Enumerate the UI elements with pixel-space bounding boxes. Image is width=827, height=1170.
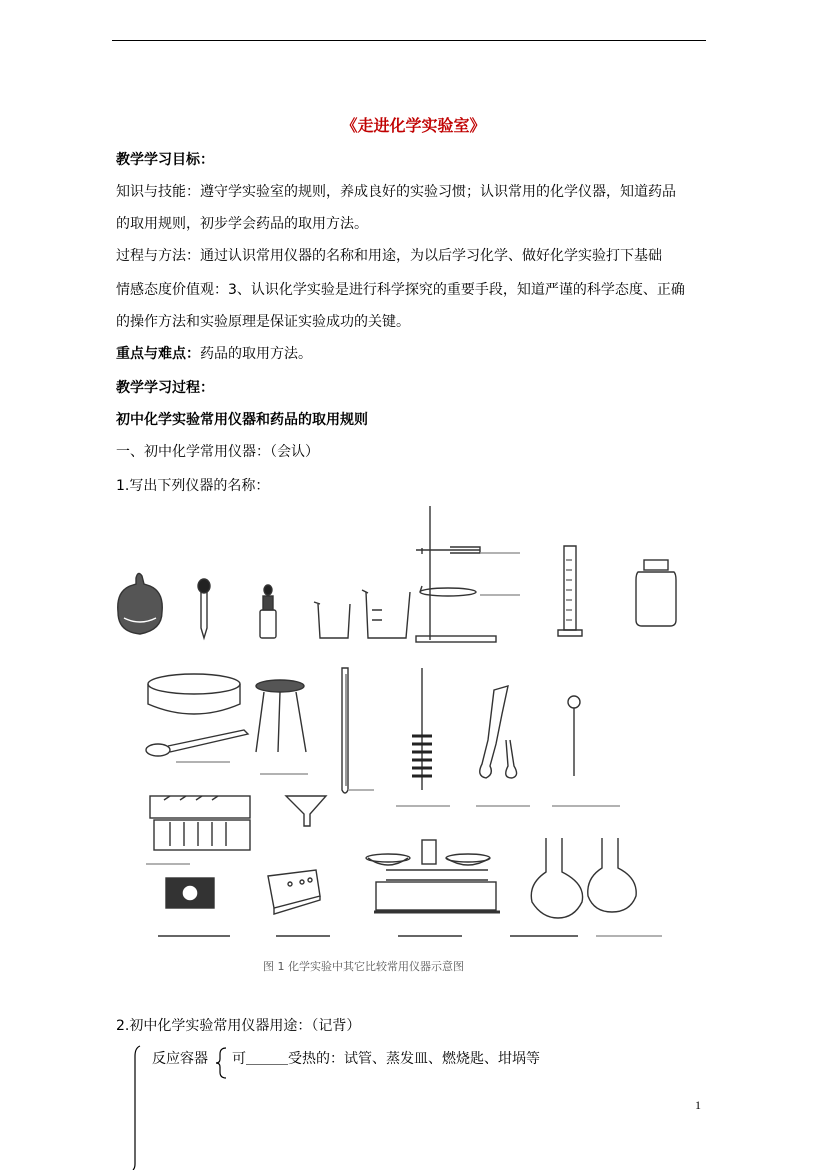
test-tube-rack-icon bbox=[146, 796, 250, 864]
flat-bottom-flask-icon bbox=[588, 838, 662, 936]
objectives-heading: 教学学习目标： bbox=[116, 152, 214, 168]
instrument-figure bbox=[110, 500, 710, 980]
heatable-instruments: 可＿＿＿受热的：试管、蒸发皿、燃烧匙、坩埚等 bbox=[232, 1051, 540, 1067]
graduated-cylinder-icon bbox=[558, 546, 582, 636]
evaporating-dish-icon bbox=[148, 674, 240, 714]
process-line bbox=[116, 246, 662, 266]
iron-stand-icon bbox=[416, 506, 520, 642]
knowledge-label: 知识与技能： bbox=[116, 184, 200, 200]
test-tube-brush-icon bbox=[396, 668, 450, 806]
round-bottom-flask-icon bbox=[510, 838, 583, 936]
small-beaker-icon bbox=[314, 602, 350, 638]
focus-label: 重点与难点： bbox=[116, 346, 200, 362]
process-label: 过程与方法： bbox=[116, 248, 200, 264]
knowledge-line-2: 的取用规则，初步学会药品的取用方法。 bbox=[116, 216, 368, 232]
inner-brace bbox=[214, 1046, 228, 1080]
beaker-icon bbox=[362, 590, 410, 638]
focus-line bbox=[116, 344, 312, 364]
combustion-spoon-long-icon bbox=[552, 696, 620, 806]
crucible-tongs-icon bbox=[476, 686, 530, 806]
dropper-icon bbox=[198, 579, 210, 638]
figure-caption: 图 1 化学实验中其它比较常用仪器示意图 bbox=[263, 960, 464, 973]
section-heading: 初中化学实验常用仪器和药品的取用规则 bbox=[116, 412, 368, 428]
page-number: 1 bbox=[695, 1098, 701, 1112]
instrument-drawings bbox=[110, 500, 710, 980]
reaction-vessel-label: 反应容器 bbox=[152, 1051, 208, 1067]
page-title: 《走进化学实验室》 bbox=[341, 116, 486, 135]
process-heading: 教学学习过程： bbox=[116, 380, 214, 396]
focus-text: 药品的取用方法。 bbox=[200, 346, 312, 362]
outer-brace bbox=[131, 1044, 141, 1170]
knowledge-text-1: 遵守学实验室的规则，养成良好的实验习惯；认识常用的化学仪器，知道药品 bbox=[200, 184, 676, 200]
dropper-bottle-icon bbox=[260, 585, 276, 638]
emotion-line-2: 的操作方法和实验原理是保证实验成功的关键。 bbox=[116, 314, 410, 330]
tray-balance-icon bbox=[366, 840, 500, 936]
combustion-spoon-icon bbox=[146, 730, 248, 762]
part-1-heading: 一、初中化学常用仪器：（会认） bbox=[116, 444, 319, 460]
process-text: 通过认识常用仪器的名称和用途，为以后学习化学、做好化学实验打下基础 bbox=[200, 248, 662, 264]
tripod-icon bbox=[256, 680, 308, 774]
alcohol-lamp-icon bbox=[118, 573, 163, 634]
question-1: 1.写出下列仪器的名称： bbox=[116, 478, 270, 494]
knowledge-line-1 bbox=[116, 182, 676, 202]
funnel-icon bbox=[286, 796, 326, 826]
thermometer-icon bbox=[342, 668, 374, 793]
asbestos-net-icon bbox=[158, 878, 230, 936]
question-2: 2.初中化学实验常用仪器用途：（记背） bbox=[116, 1018, 361, 1034]
wide-mouth-bottle-icon bbox=[636, 560, 676, 626]
electronic-balance-icon bbox=[268, 870, 330, 936]
header-rule bbox=[112, 40, 706, 41]
emotion-line-1: 情感态度价值观：3、认识化学实验是进行科学探究的重要手段，知道严谨的科学态度、正确 bbox=[116, 282, 685, 298]
